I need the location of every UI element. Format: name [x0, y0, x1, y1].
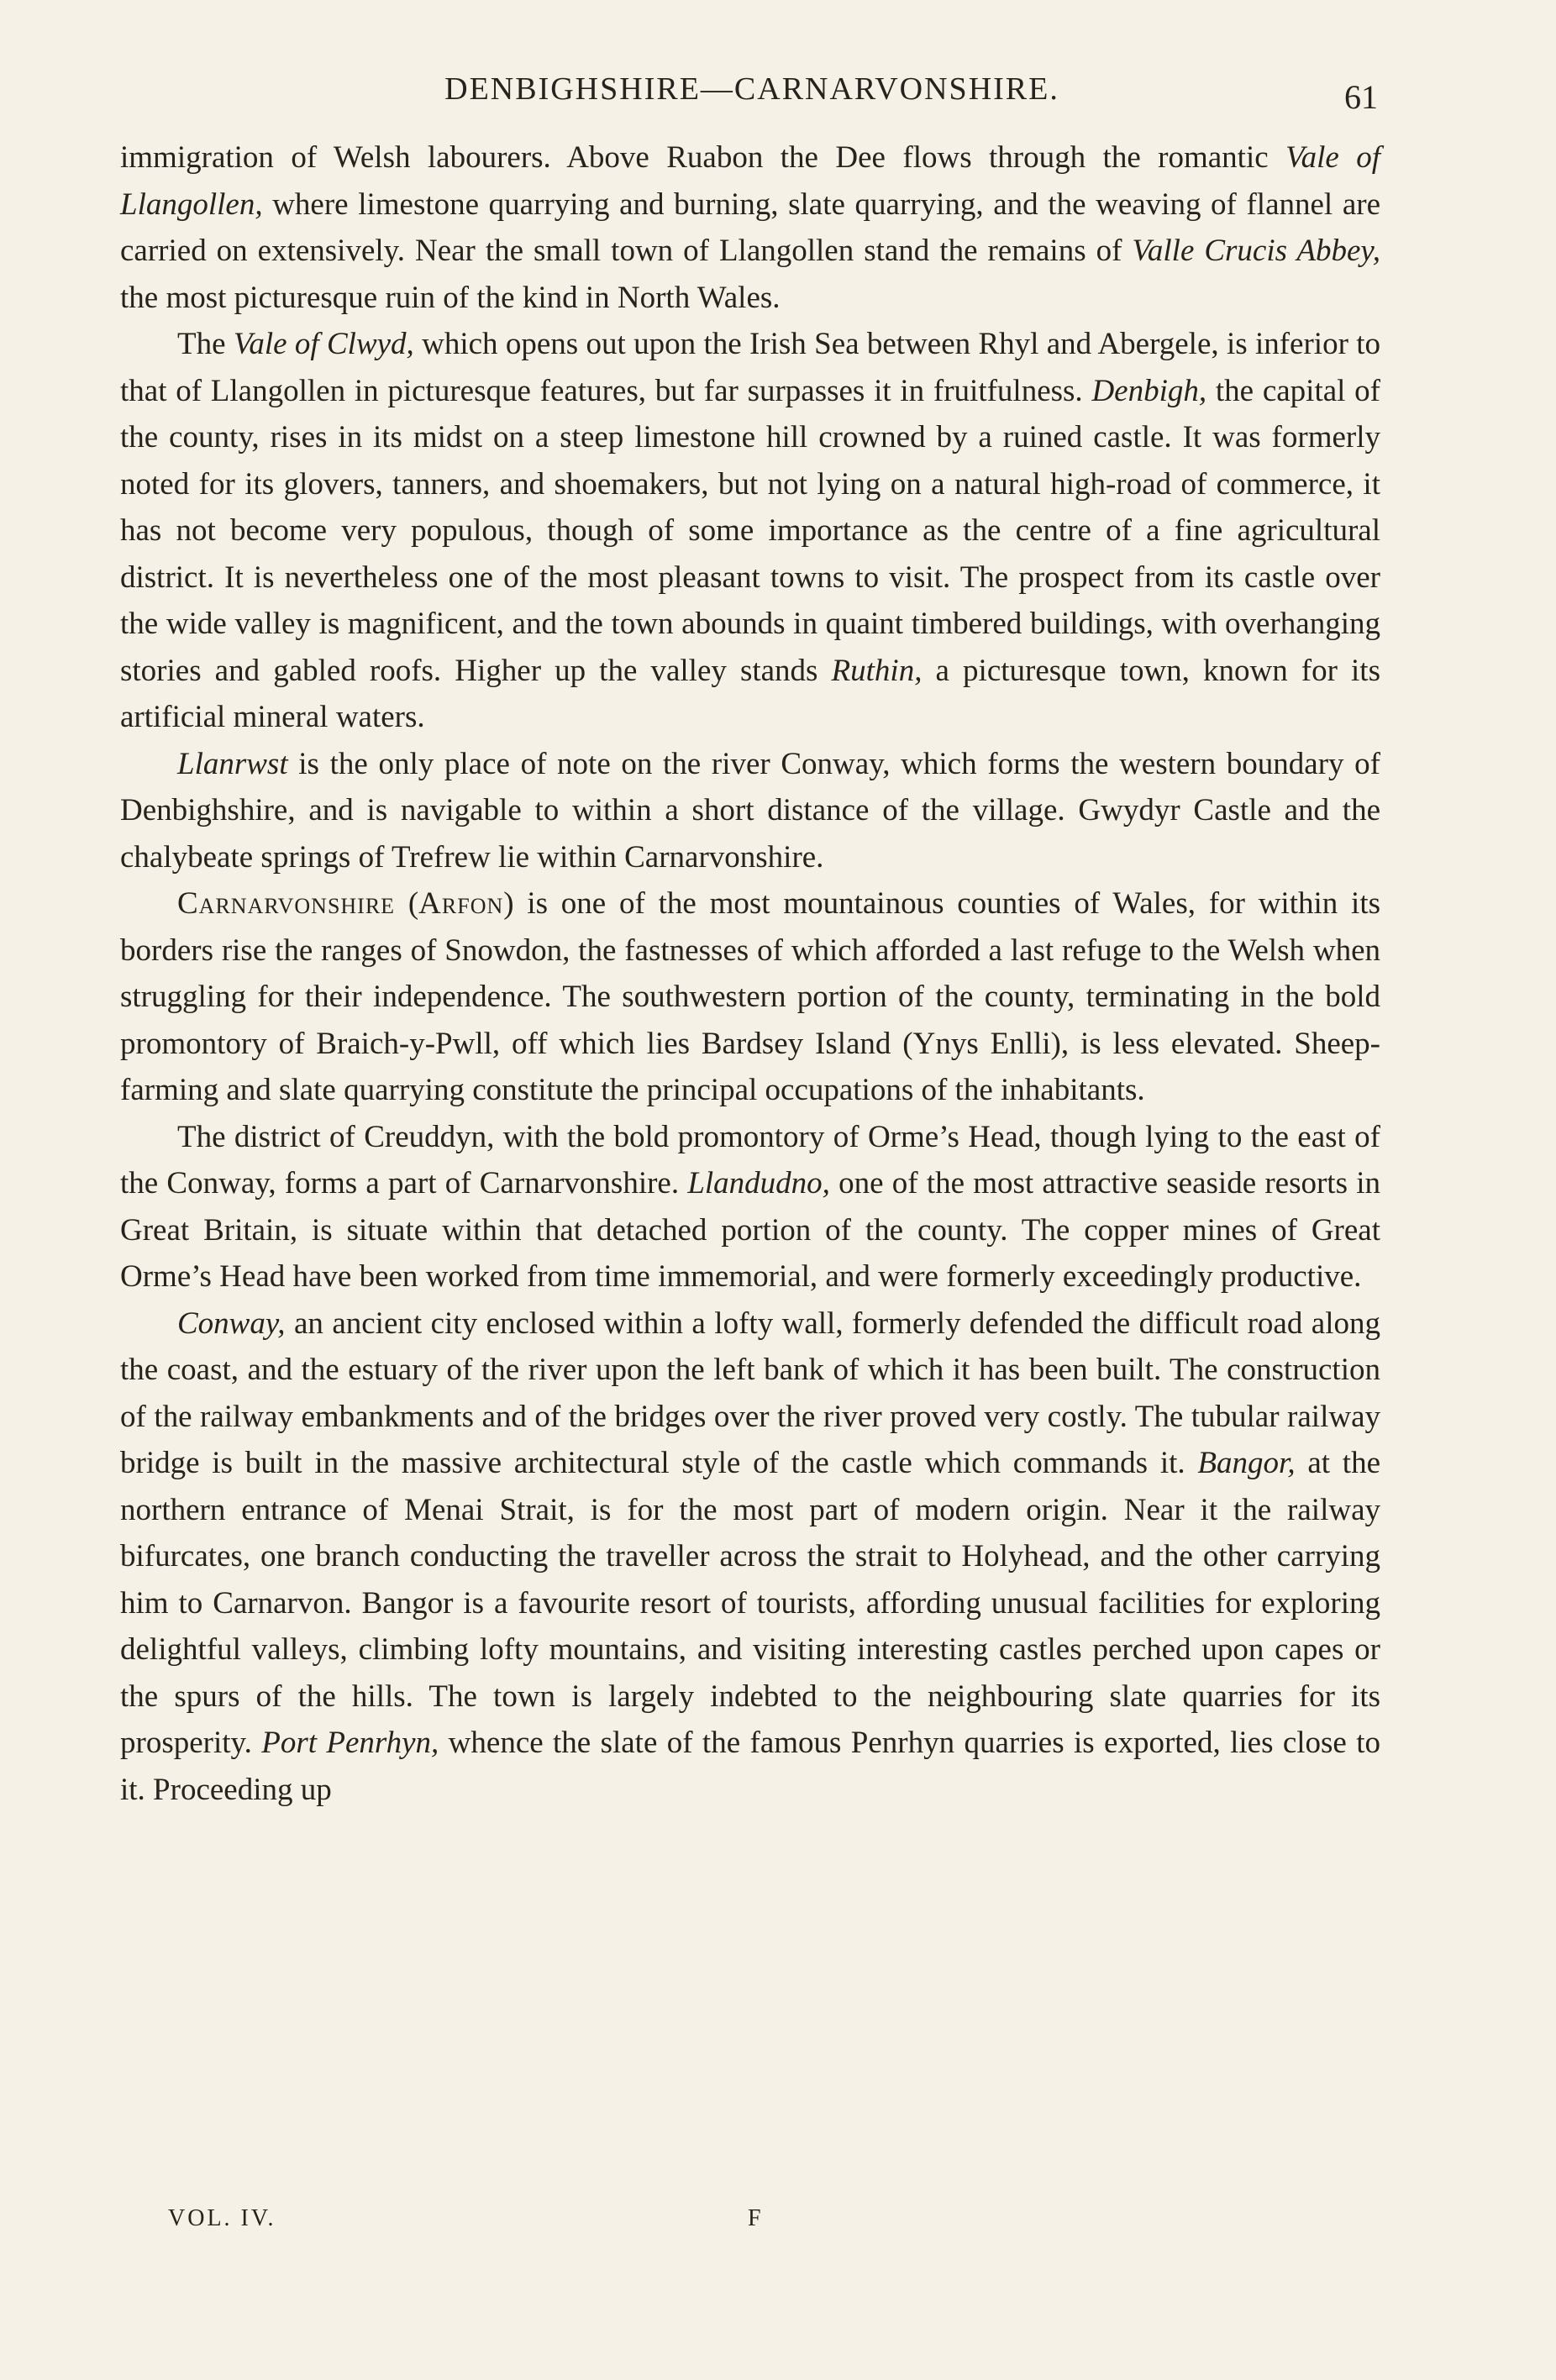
volume-label: VOL. IV. — [168, 2205, 276, 2231]
place-conway: Conway, — [177, 1306, 286, 1341]
paragraph-carnarvonshire — [120, 880, 1380, 1114]
paragraph-creuddyn — [120, 1114, 1380, 1300]
place-vale-of-llangollen: Vale of Llangollen, — [120, 140, 1380, 222]
place-llanrwst: Llanrwst — [177, 746, 288, 781]
text-run: ( — [395, 886, 419, 921]
paragraph-llangollen — [120, 134, 1380, 321]
place-bangor: Bangor, — [1197, 1446, 1296, 1480]
place-port-penrhyn: Port Penrhyn, — [261, 1726, 439, 1760]
text-run: The — [177, 327, 234, 361]
text-run: one of the most attractive seaside resorts in Great Britain, is situate within that detached portion of the county. The copper mines of Great Orme’s Head have been worked from time immemorial, and were formerly exceedingly productive. — [120, 1166, 1380, 1294]
text-run: which opens out upon the Irish Sea between Rhyl and Abergele, is inferior to that of Llangollen in picturesque features, but far surpasses it in fruitfulness. — [120, 327, 1381, 408]
paragraph-conway — [120, 1300, 1380, 1814]
running-title: DENBIGHSHIRE—CARNARVONSHIRE. — [444, 71, 1059, 107]
body-text — [120, 134, 1380, 1813]
county-arfon: Arfon — [418, 886, 504, 921]
paragraph-llanrwst — [120, 741, 1380, 881]
running-head — [126, 60, 1378, 119]
paragraph-vale-of-clwyd — [120, 321, 1380, 741]
signature-mark: F — [748, 2205, 764, 2231]
text-run: an ancient city enclosed within a lofty wall, formerly defended the difficult road along the coast, and the estuary of the river upon the left bank of which it has been built. The construction of the railway embankments and of the bridges over the river proved very costly. The tubular railway bridge is built in the massive architectural style of the castle which commands it. — [120, 1306, 1380, 1480]
page-footer — [168, 2205, 1386, 2256]
text-run: is the only place of note on the river Conway, which forms the western boundary of Denbighshire, and is navigable to within a short distance of the village. Gwydyr Castle and the chalybeate springs of Trefrew lie within Carnarvonshire. — [120, 746, 1380, 875]
place-denbigh: Denbigh, — [1091, 373, 1207, 408]
page-number: 61 — [1344, 78, 1378, 116]
place-vale-of-clwyd: Vale of Clwyd, — [233, 327, 414, 361]
text-run: The district of Creuddyn, with the bold promontory of Orme’s Head, though lying to the east of the Conway, forms a part of Carnarvonshire. — [120, 1119, 1380, 1201]
text-run: a picturesque town, known for its artificial mineral waters. — [120, 653, 1380, 734]
text-run: whence the slate of the famous Penrhyn quarries is exported, lies close to it. Proceeding up — [120, 1726, 1380, 1807]
text-run: ) is one of the most mountainous counties of Wales, for within its borders rise the ranges of Snowdon, the fastnesses of which afforded a last refuge to the Welsh when struggling for their independence. The southwestern portion of the county, terminating in the bold promontory of Braich-y-Pwll, off which lies Bardsey Island (Ynys Enlli), is less elevated. Sheep-farming and slate quarrying constitute the principal occupations of the inhabitants. — [120, 886, 1380, 1107]
place-ruthin: Ruthin, — [831, 653, 923, 688]
text-run: at the northern entrance of Menai Strait, is for the most part of modern origin. Near it the railway bifurcates, one branch conducting the traveller across the strait to Holyhead, and the other carrying him to Carnarvon. Bangor is a favourite resort of tourists, affording unusual facilities for exploring delightful valleys, climbing lofty mountains, and visiting interesting castles perched upon capes or the spurs of the hills. The town is largely indebted to the neighbouring slate quarries for its prosperity. — [120, 1446, 1381, 1760]
text-run: where limestone quarrying and burning, slate quarrying, and the weaving of flannel are carried on extensively. Near the small town of Llangollen stand the remains of — [120, 187, 1380, 268]
text-run: the capital of the county, rises in its midst on a steep limestone hill crowned by a ruined castle. It was formerly noted for its glovers, tanners, and shoemakers, but not lying on a natural high-road of commerce, it has not become very populous, though of some importance as the centre of a fine agricultural district. It is nevertheless one of the most pleasant towns to visit. The prospect from its castle over the wide valley is magnificent, and the town abounds in quaint timbered buildings, with overhanging stories and gabled roofs. Higher up the valley stands — [120, 373, 1380, 688]
place-llandudno: Llandudno, — [687, 1166, 830, 1201]
place-valle-crucis-abbey: Valle Crucis Abbey, — [1132, 234, 1380, 268]
text-run: immigration of Welsh labourers. Above Ruabon the Dee flows through the romantic — [120, 140, 1286, 175]
text-run: the most picturesque ruin of the kind in North Wales. — [120, 280, 781, 315]
county-carnarvonshire: Carnarvonshire — [177, 886, 396, 921]
